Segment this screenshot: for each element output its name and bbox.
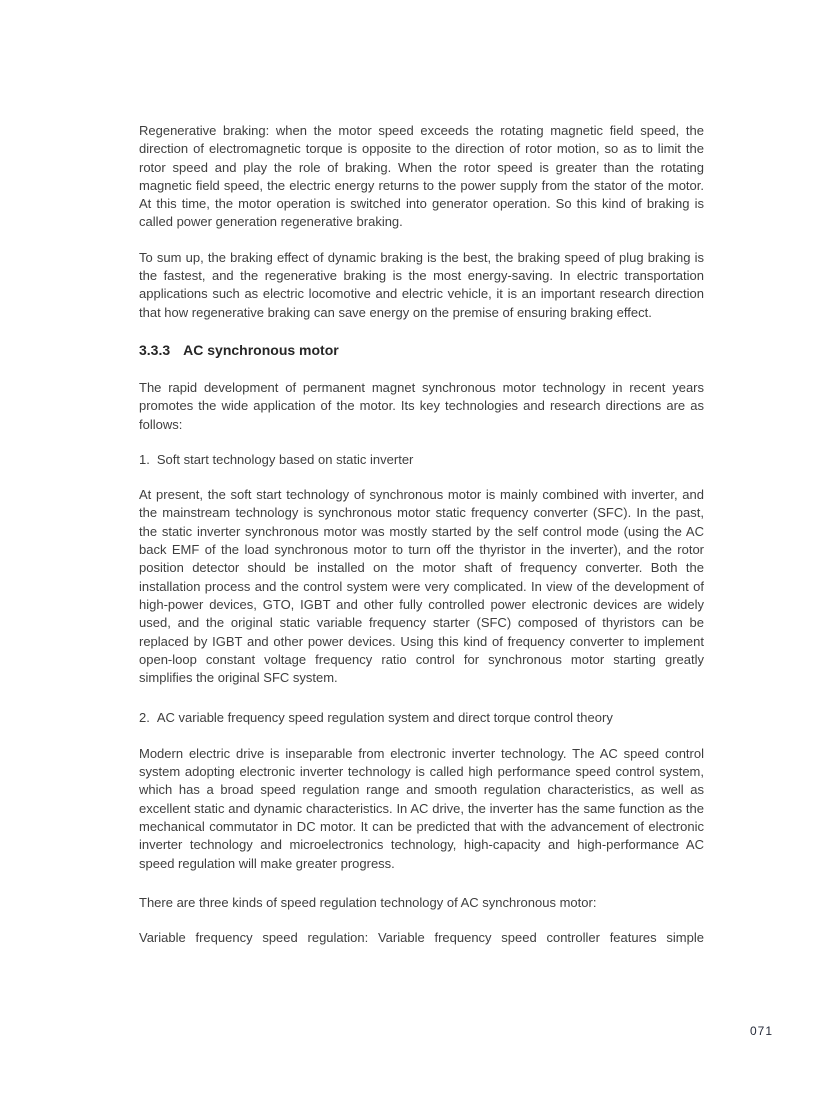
paragraph-regenerative-braking: Regenerative braking: when the motor speed exceeds the rotating magnetic field speed, the direction of electromagnetic torque is opposite to the direction of rotor motion, so as to limit the rotor speed and play the role of braking. When the rotor speed is greater than the rotating magnetic field speed, the electric energy returns to the power supply from the stator of the motor. At this time, the motor operation is switched into generator operation. So this kind of braking is called power generation regenerative braking.: [139, 123, 704, 230]
section-number: 3.3.3: [139, 341, 171, 358]
section-title: AC synchronous motor: [183, 341, 339, 358]
list-item-soft-start: [139, 451, 704, 469]
paragraph-variable-frequency-regulation: Variable frequency speed regulation: Variable frequency speed controller features simple: [139, 930, 704, 946]
list-item-variable-frequency: [139, 709, 704, 727]
section-heading: [139, 341, 704, 360]
list-item-1-text: Soft start technology based on static inverter: [156, 451, 414, 467]
paragraph-braking-summary: To sum up, the braking effect of dynamic braking is the best, the braking speed of plug braking is the fastest, and the regenerative braking is the most energy-saving. In electric transportation applications such as electric locomotive and electric vehicle, it is an important research direction that how regenerative braking can save energy on the premise of ensuring braking effect.: [139, 249, 704, 320]
paragraph-three-kinds: There are three kinds of speed regulation technology of AC synchronous motor:: [139, 894, 597, 910]
page-number: 071: [749, 1024, 773, 1038]
paragraph-modern-electric-drive: Modern electric drive is inseparable from electronic inverter technology. The AC speed control system adopting electronic inverter technology is called high performance speed control system, which has a broad speed regulation range and smooth regulation characteristics, as well as excellent static and dynamic characteristics. In AC drive, the inverter has the same function as the mechanical commutator in DC motor. It can be predicted that with the advancement of electronic inverter technology and microelectronics technology, high-capacity and high-performance AC speed regulation will make greater progress.: [139, 745, 704, 871]
page-content: [139, 122, 704, 964]
paragraph-soft-start-technology: At present, the soft start technology of synchronous motor is mainly combined with inverter, and the mainstream technology is synchronous motor static frequency converter (SFC). In the past, the static inverter synchronous motor was mostly started by the self control mode (using the AC back EMF of the load synchronous motor to turn off the thyristor in the inverter), and the rotor position detector should be installed on the motor shaft of frequency converter. Both the installation process and the control system were very complicated. In view of the development of high-power devices, GTO, IGBT and other fully controlled power electronic devices are widely used, and the original static variable frequency starter (SFC) composed of thyristors can be replaced by IGBT and other power devices. Using this kind of frequency converter to implement open-loop constant voltage frequency ratio control for synchronous motor starting greatly simplifies the original SFC system.: [139, 487, 704, 686]
list-item-2-number: 2.: [139, 710, 150, 726]
list-item-2-text: AC variable frequency speed regulation system and direct torque control theory: [156, 710, 613, 726]
list-item-1-number: 1.: [139, 451, 150, 467]
paragraph-pmsm-development: The rapid development of permanent magnet synchronous motor technology in recent years promotes the wide application of the motor. Its key technologies and research directions are as follows:: [139, 379, 704, 432]
